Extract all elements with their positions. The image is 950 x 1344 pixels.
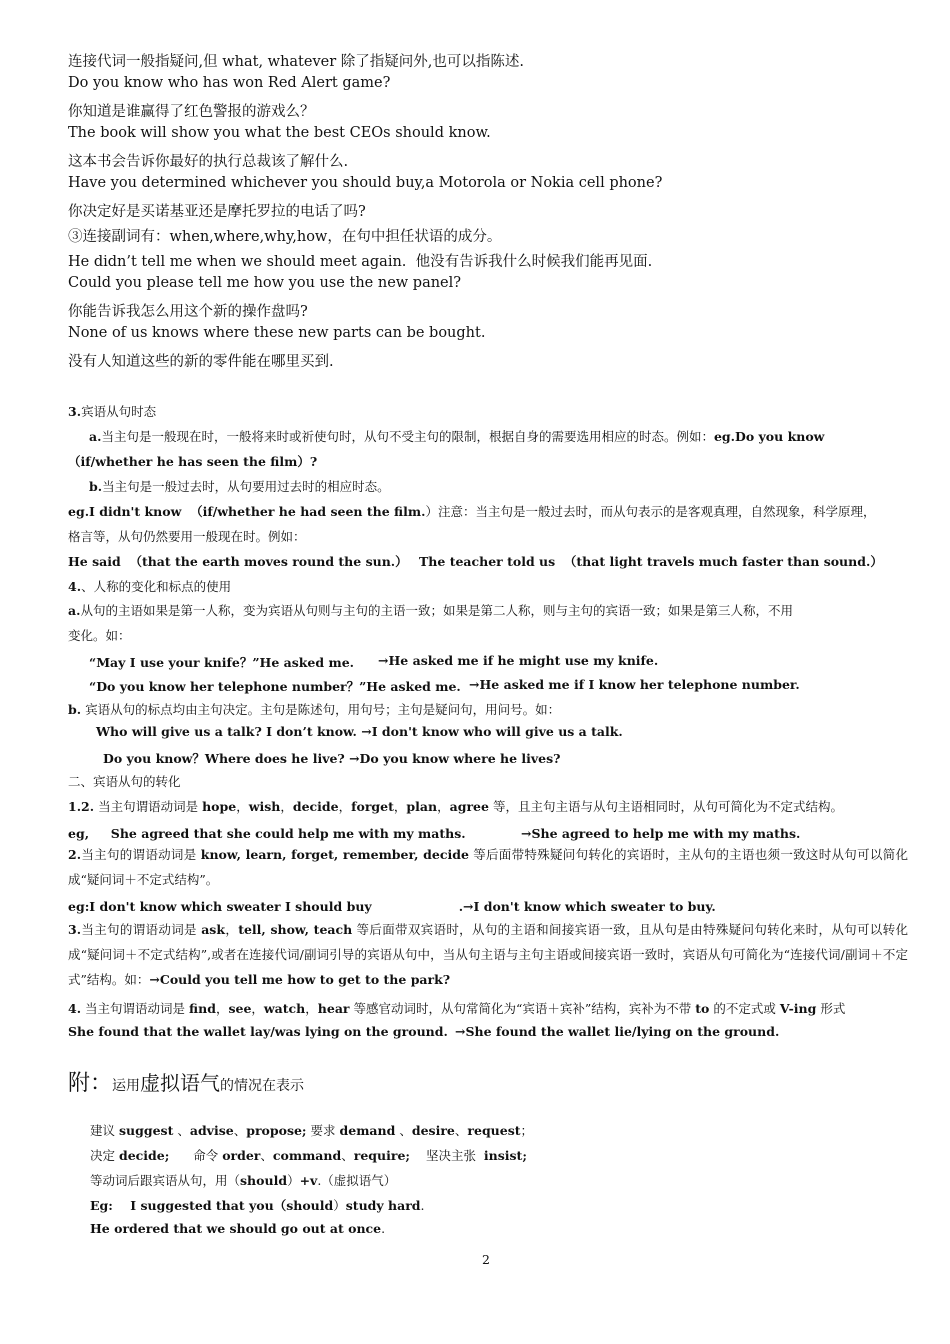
- intro-line: ③连接副词有：when,where,why,how，在句中担任状语的成分。: [68, 229, 502, 245]
- section-4-a: a.从句的主语如果是第一人称，变为宾语从句则与主句的主语一致；如果是第二人称，则与主句的宾语一致；如果是第三人称，不用: [68, 603, 793, 618]
- section-4-b: b. 宾语从句的标点均由主句决定。主句是陈述句，用句号；主句是疑问句，用问号。如：: [68, 702, 561, 717]
- intro-line: 你决定好是买诺基亚还是摩托罗拉的电话了吗?: [68, 204, 366, 220]
- section-3-example-left: He said （that the earth moves round the sun.）: [68, 554, 408, 569]
- conversion-example-right: →She agreed to help me with my maths.: [521, 826, 801, 841]
- intro-line: 这本书会告诉你最好的执行总裁该了解什么.: [68, 154, 349, 170]
- section-4-example-right: →He asked me if he might use my knife.: [378, 653, 659, 668]
- conversion-rule-4: 4. 当主句谓语动词是 find，see，watch，hear 等感官动词时，从句常简化为“宾语＋宾补”结构，宾补为不带 to 的不定式或 V-ing 形式: [68, 1001, 846, 1016]
- section-3-eg: eg.I didn't know （if/whether he had seen the film.）注意：当主句是一般过去时，而从句表示的是客观真理，自然现象，科学原理，: [68, 504, 876, 519]
- intro-line: None of us knows where these new parts can be bought.: [68, 325, 486, 341]
- section-3-heading: 3.宾语从句时态: [68, 404, 157, 419]
- appendix-line: 等动词后跟宾语从句，用（should）+v.（虚拟语气）: [90, 1173, 397, 1188]
- conversion-example: eg:I don't know which sweater I should buy .→I don't know which sweater to buy.: [68, 899, 716, 914]
- conversion-example-right: →She found the wallet lie/lying on the ground.: [455, 1024, 780, 1039]
- section-3-b: b.当主句是一般过去时，从句要用过去时的相应时态。: [89, 479, 390, 494]
- intro-line: Could you please tell me how you use the new panel?: [68, 275, 462, 291]
- section-3-a: a.当主句是一般现在时，一般将来时或祈使句时，从句不受主句的限制，根据自身的需要选用相应的时态。例如：eg.Do you know: [89, 429, 825, 444]
- intro-line: The book will show you what the best CEOs should know.: [68, 125, 491, 141]
- appendix-heading: 附：运用虚拟语气的情况在表示: [68, 1071, 305, 1096]
- intro-line: 你能告诉我怎么用这个新的操作盘吗?: [68, 304, 308, 320]
- conversion-example-left: eg, She agreed that she could help me with my maths.: [68, 826, 466, 841]
- conversion-rule-2: 2.当主句的谓语动词是 know, learn, forget, remember, decide 等后面带特殊疑问句转化的宾语时，主从句的主语也须一致这时从句可以简化成“疑问词＋不定式结构”。: [68, 847, 908, 887]
- intro-line: Have you determined whichever you should buy,a Motorola or Nokia cell phone?: [68, 175, 663, 191]
- appendix-line: Eg: I suggested that you（should）study hard.: [90, 1198, 425, 1213]
- section-4-example: Do you know？Where does he live? →Do you know where he lives?: [103, 751, 561, 766]
- section-3-eg-cont: 格言等，从句仍然要用一般现在时。例如：: [68, 529, 306, 544]
- intro-line: 你知道是谁赢得了红色警报的游戏么？: [68, 104, 315, 120]
- conversion-example-left: She found that the wallet lay/was lying on the ground.: [68, 1024, 448, 1039]
- section-4-example-left: “May I use your knife？”He asked me.: [89, 655, 355, 670]
- appendix-line: He ordered that we should go out at once.: [90, 1221, 386, 1236]
- section-4-a-cont: 变化。如：: [68, 628, 131, 643]
- section-4-example-left: “Do you know her telephone number？”He asked me.: [89, 679, 461, 694]
- section-3-example-right: The teacher told us （that light travels much faster than sound.）: [419, 554, 883, 569]
- intro-line: He didn’t tell me when we should meet again. 他没有告诉我什么时候我们能再见面.: [68, 254, 653, 270]
- intro-line: 没有人知道这些的新的零件能在哪里买到.: [68, 354, 334, 370]
- intro-line: 连接代词一般指疑问,但 what, whatever 除了指疑问外,也可以指陈述.: [68, 54, 524, 70]
- section-4-example-right: →He asked me if I know her telephone number.: [469, 677, 800, 692]
- conversion-rule-3: 3.当主句的谓语动词是 ask，tell, show, teach 等后面带双宾语时，从句的主语和间接宾语一致，且从句是由特殊疑问句转化来时，从句可以转化成“疑问词＋不定式结构”,或者在连接代词/副词引导的宾语从句中，当从句主语与主句主语或间接宾语一致时，宾语从句可简化为“连接代词/副词＋不定式”结构。如：→Could you tell me how to get to the park?: [68, 922, 908, 987]
- section-4-heading: 4.、人称的变化和标点的使用: [68, 579, 232, 594]
- intro-line: Do you know who has won Red Alert game?: [68, 75, 391, 91]
- section-4-example: Who will give us a talk? I don’t know. →I don't know who will give us a talk.: [96, 724, 623, 739]
- section-3-a-cont: （if/whether he has seen the film）?: [68, 454, 318, 469]
- appendix-line: 决定 decide; 命令 order、command、require; 坚决主张 insist;: [90, 1148, 527, 1163]
- conversion-rule-1: 1.2. 当主句谓语动词是 hope，wish，decide，forget，plan，agree 等，且主句主语与从句主语相同时，从句可简化为不定式结构。: [68, 799, 843, 814]
- conversion-heading: 二、宾语从句的转化: [68, 774, 181, 789]
- page-number: 2: [482, 1252, 490, 1267]
- appendix-line: 建议 suggest 、advise、propose; 要求 demand 、desire、request；: [90, 1123, 534, 1138]
